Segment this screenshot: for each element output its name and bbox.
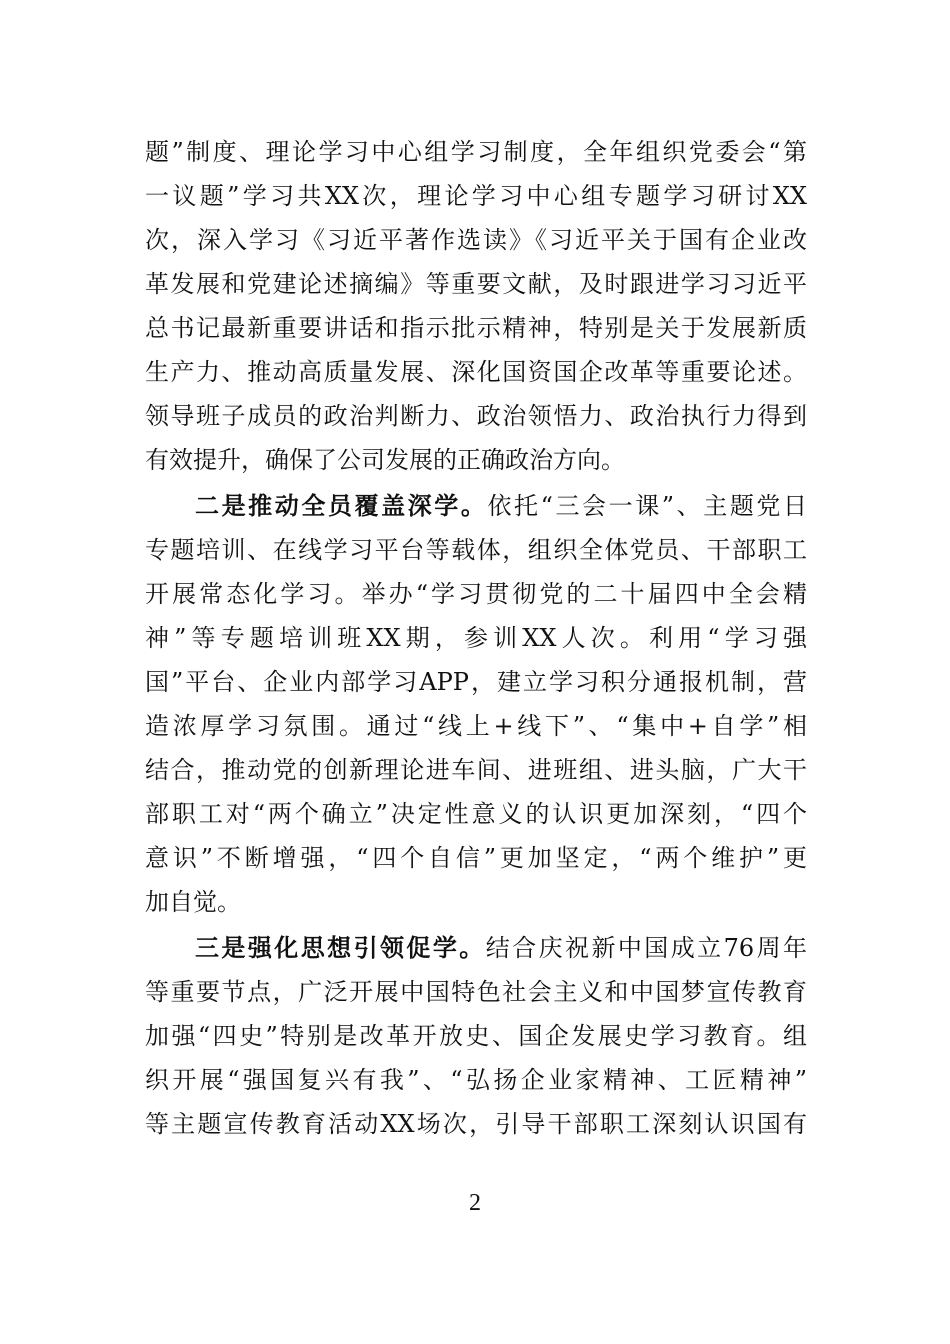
paragraph-1: [145, 130, 807, 482]
paragraph-line: 加自觉。: [145, 888, 241, 916]
paragraph-line: 专题培训、在线学习平台等载体，组织全体党员、干部职工: [145, 536, 807, 564]
document-body: [145, 130, 807, 1146]
paragraph-line: 等重要节点，广泛开展中国特色社会主义和中国梦宣传教育: [145, 978, 807, 1006]
paragraph-first-line: [145, 926, 807, 970]
paragraph-line: 革发展和党建论述摘编》等重要文献，及时跟进学习习近平: [145, 270, 807, 298]
paragraph-line: 生产力、推动高质量发展、深化国资国企改革等重要论述。: [145, 358, 807, 386]
page-number: 2: [469, 1190, 481, 1216]
paragraph-2: [145, 484, 807, 924]
paragraph-line: 次，深入学习《习近平著作选读》《习近平关于国有企业改: [145, 226, 807, 254]
paragraph-lead-heading: 二是推动全员覆盖深学。: [195, 491, 488, 520]
paragraph-line: 神”等专题培训班XX期，参训XX人次。利用“学习强: [145, 624, 807, 652]
paragraph-first-line-text: 依托“三会一课”、主题党日: [487, 492, 807, 520]
paragraph-line: 结合，推动党的创新理论进车间、进班组、进头脑，广大干: [145, 756, 807, 784]
paragraph-line: 一议题”学习共XX次，理论学习中心组专题学习研讨XX: [145, 182, 807, 210]
paragraph-line: 领导班子成员的政治判断力、政治领悟力、政治执行力得到: [145, 402, 807, 430]
paragraph-line: 等主题宣传教育活动XX场次，引导干部职工深刻认识国有: [145, 1110, 807, 1138]
paragraph-line: 织开展“强国复兴有我”、“弘扬企业家精神、工匠精神”: [145, 1066, 807, 1094]
paragraph-first-line: [145, 484, 807, 528]
paragraph-first-line-text: 结合庆祝新中国成立76周年: [485, 934, 807, 962]
paragraph-line: 总书记最新重要讲话和指示批示精神，特别是关于发展新质: [145, 314, 807, 342]
paragraph-line: 开展常态化学习。举办“学习贯彻党的二十届四中全会精: [145, 580, 807, 608]
paragraph-line: 有效提升，确保了公司发展的正确政治方向。: [145, 446, 625, 474]
paragraph-line: 造浓厚学习氛围。通过“线上+线下”、“集中+自学”相: [145, 712, 807, 740]
paragraph-lead-heading: 三是强化思想引领促学。: [195, 933, 486, 962]
paragraph-line: 部职工对“两个确立”决定性意义的认识更加深刻，“四个: [145, 800, 807, 828]
paragraph-line: 国”平台、企业内部学习APP，建立学习积分通报机制，营: [145, 668, 807, 696]
paragraph-line: 意识”不断增强，“四个自信”更加坚定，“两个维护”更: [145, 844, 807, 872]
paragraph-line: 题”制度、理论学习中心组学习制度，全年组织党委会“第: [145, 138, 807, 166]
paragraph-3: [145, 926, 807, 1146]
paragraph-line: 加强“四史”特别是改革开放史、国企发展史学习教育。组: [145, 1022, 807, 1050]
